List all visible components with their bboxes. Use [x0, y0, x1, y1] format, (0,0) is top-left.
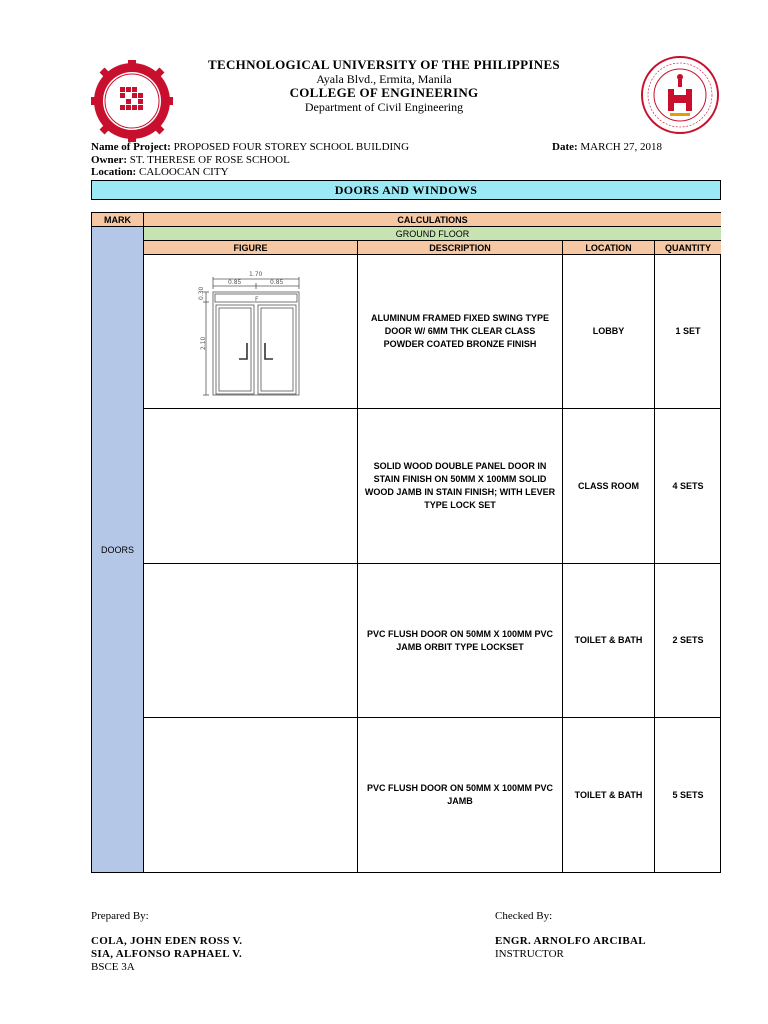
mark-doors: DOORS: [92, 227, 144, 872]
figure-cell: [144, 718, 358, 872]
owner-label: Owner:: [91, 154, 128, 166]
schedule-table: [91, 212, 721, 873]
row-1-location: LOBBY: [563, 255, 655, 409]
owner-value: ST. THERESE OF ROSE SCHOOL: [129, 154, 290, 166]
university-address: Ayala Blvd., Ermita, Manila: [316, 72, 452, 86]
project-owner: [91, 154, 290, 166]
preparer-section: BSCE 3A: [91, 961, 135, 973]
date-value: MARCH 27, 2018: [580, 141, 662, 153]
project-date: [552, 141, 662, 153]
preparer-name-2: SIA, ALFONSO RAPHAEL V.: [91, 948, 243, 960]
preparer-name-1: COLA, JOHN EDEN ROSS V.: [91, 935, 243, 947]
calculations-header: CALCULATIONS: [144, 213, 721, 227]
row-4-location: TOILET & BATH: [563, 718, 655, 872]
dimension-top-height: 0.30: [197, 286, 205, 300]
figure-cell: [144, 564, 358, 718]
checker-title: INSTRUCTOR: [495, 948, 564, 960]
figure-column-header: FIGURE: [144, 241, 358, 255]
fixed-label: F: [254, 295, 258, 303]
project-location: [91, 166, 229, 178]
row-4-description: PVC FLUSH DOOR ON 50MM X 100MM PVC JAMB: [358, 718, 563, 872]
project-name: [91, 141, 409, 153]
mark-header: MARK: [92, 213, 144, 227]
project-name-label: Name of Project:: [91, 141, 171, 153]
checker-name: ENGR. ARNOLFO ARCIBAL: [495, 935, 646, 947]
dimension-width: 1.70: [248, 270, 262, 278]
row-1-quantity: 1 SET: [655, 255, 721, 409]
floor-header: GROUND FLOOR: [144, 227, 721, 241]
college-name: COLLEGE OF ENGINEERING: [289, 85, 479, 100]
prepared-by-label: Prepared By:: [91, 910, 149, 922]
row-3-description: PVC FLUSH DOOR ON 50MM X 100MM PVC JAMB ORBIT TYPE LOCKSET: [358, 564, 563, 718]
row-2-quantity: 4 SETS: [655, 409, 721, 564]
figure-cell: [144, 409, 358, 564]
description-column-header: DESCRIPTION: [358, 241, 563, 255]
row-3-quantity: 2 SETS: [655, 564, 721, 718]
row-4-quantity: 5 SETS: [672, 789, 704, 800]
figure-cell: [144, 255, 358, 409]
location-label: Location:: [91, 166, 137, 178]
location-column-header: LOCATION: [563, 241, 655, 255]
row-2-location: CLASS ROOM: [563, 409, 655, 564]
university-name: TECHNOLOGICAL UNIVERSITY OF THE PHILIPPINES: [208, 57, 560, 72]
row-1-description: ALUMINUM FRAMED FIXED SWING TYPE DOOR W/ 6MM THK CLEAR CLASS POWDER COATED BRONZE FINISH: [358, 255, 563, 409]
row-3-location: TOILET & BATH: [563, 564, 655, 718]
dimension-left: 0.85: [227, 278, 241, 286]
location-value: CALOOCAN CITY: [138, 166, 229, 178]
department-name: Department of Civil Engineering: [304, 100, 464, 114]
project-name-value: PROPOSED FOUR STOREY SCHOOL BUILDING: [173, 141, 410, 153]
quantity-column-header: QUANTITY: [655, 241, 721, 255]
dimension-door-height: 2.10: [199, 336, 207, 350]
row-2-description: SOLID WOOD DOUBLE PANEL DOOR IN STAIN FINISH ON 50MM X 100MM SOLID WOOD JAMB IN STAIN FINISH; WITH LEVER TYPE LOCK SET: [358, 409, 563, 564]
dimension-right: 0.85: [269, 278, 283, 286]
sheet-title: DOORS AND WINDOWS: [91, 180, 721, 200]
checked-by-label: Checked By:: [495, 910, 553, 922]
door-elevation-drawing: [186, 262, 316, 402]
date-label: Date:: [552, 141, 578, 153]
